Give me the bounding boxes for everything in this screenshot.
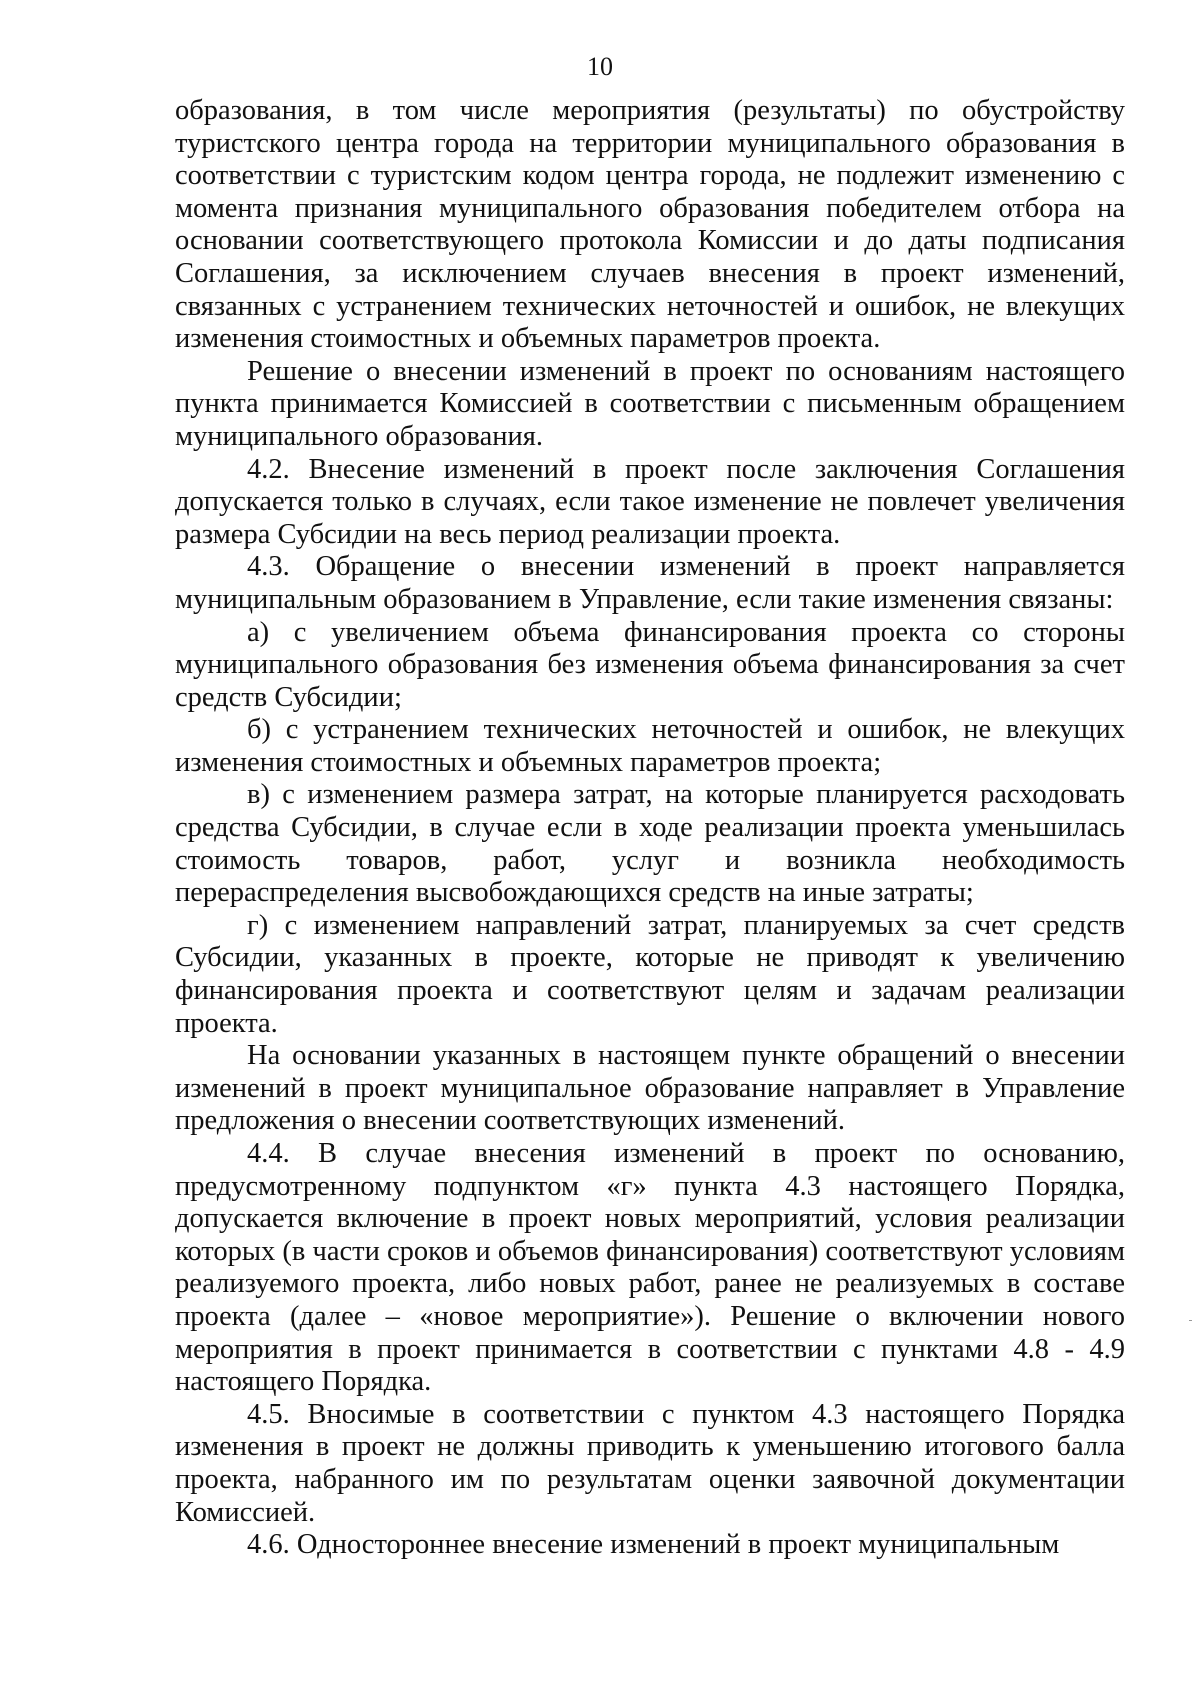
paragraph-4-6: 4.6. Одностороннее внесение изменений в проект муниципальным xyxy=(247,1529,1060,1561)
paragraph-4-2: 4.2. Внесение изменений в проект после заключения Соглашения допускается только в случаях, если такое изменение не повлечет увеличения размера Субсидии на весь период реализации проекта. xyxy=(175,453,1125,550)
paragraph-4-5: 4.5. Вносимые в соответствии с пунктом 4.3 настоящего Порядка изменения в проект не должны приводить к уменьшению итогового балла проекта, набранного им по результатам оценки заявочной документации Комиссией. xyxy=(175,1398,1125,1528)
paragraph-proposals: На основании указанных в настоящем пункте обращений о внесении изменений в проект муниципальное образование направляет в Управление предложения о внесении соответствующих изменений. xyxy=(175,1040,1125,1137)
paragraph-4-3-g: г) с изменением направлений затрат, планируемых за счет средств Субсидии, указанных в проекте, которые не приводят к увеличению финансирования проекта и соответствуют целям и задачам реализации проекта. xyxy=(175,909,1125,1039)
page-number: 10 xyxy=(587,52,613,81)
scan-edge-mark xyxy=(1189,1320,1192,1321)
paragraph-4-3-v: в) с изменением размера затрат, на которые планируется расходовать средства Субсидии, в случае если в ходе реализации проекта уменьшилась стоимость товаров, работ, услуг и возникла необходимость перераспределения высвобождающихся средств на иные затраты; xyxy=(175,779,1125,909)
paragraph-4-3-a: а) с увеличением объема финансирования проекта со стороны муниципального образования без изменения объема финансирования за счет средств Субсидии; xyxy=(175,616,1125,713)
paragraph-continuation: образования, в том числе мероприятия (результаты) по обустройству туристского центра города на территории муниципального образования в соответствии с туристским кодом центра города, не подлежит изменению с момента признания муниципального образования победителем отбора на основании соответствующего протокола Комиссии и до даты подписания Соглашения, за исключением случаев внесения в проект изменений, связанных с устранением технических неточностей и ошибок, не влекущих изменения стоимостных и объемных параметров проекта. xyxy=(175,95,1125,355)
paragraph-4-4: 4.4. В случае внесения изменений в проект по основанию, предусмотренному подпунктом «г» пункта 4.3 настоящего Порядка, допускается включение в проект новых мероприятий, условия реализации которых (в части сроков и объемов финансирования) соответствуют условиям реализуемого проекта, либо новых работ, ранее не реализуемых в составе проекта (далее – «новое мероприятие»). Решение о включении нового мероприятия в проект принимается в соответствии с пунктами 4.8 - 4.9 настоящего Порядка. xyxy=(175,1138,1125,1398)
paragraph-commission-decision: Решение о внесении изменений в проект по основаниям настоящего пункта принимается Комиссией в соответствии с письменным обращением муниципального образования. xyxy=(175,355,1125,452)
document-body xyxy=(175,95,1125,1562)
paragraph-4-3-b: б) с устранением технических неточностей и ошибок, не влекущих изменения стоимостных и объемных параметров проекта; xyxy=(175,714,1125,778)
paragraph-4-3: 4.3. Обращение о внесении изменений в проект направляется муниципальным образованием в Управление, если такие изменения связаны: xyxy=(175,551,1125,615)
